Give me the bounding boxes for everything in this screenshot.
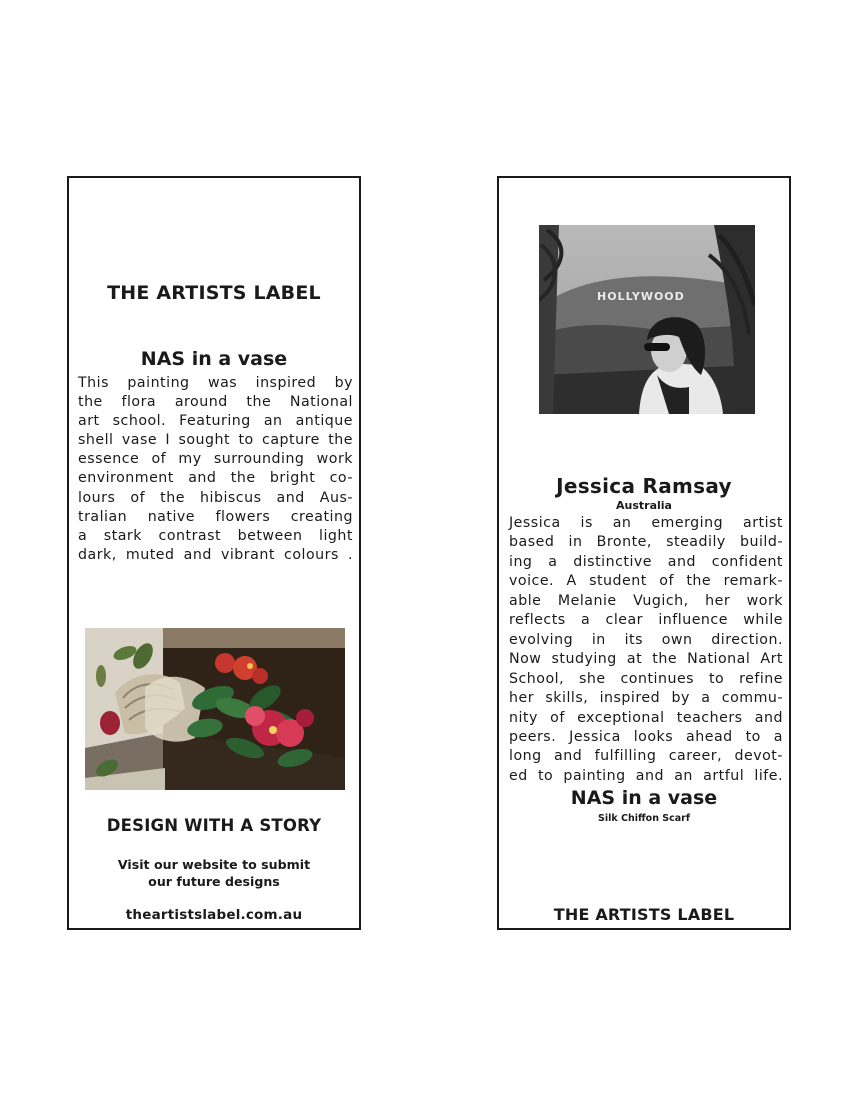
tagline: DESIGN WITH A STORY: [106, 816, 322, 835]
visit-line: our future designs: [148, 873, 280, 889]
bio-line: based in Bronte, steadily build-: [509, 534, 783, 551]
left-bookmark-card: [67, 176, 361, 930]
description-line: the flora around the National: [78, 394, 353, 411]
artist-photo: [539, 225, 755, 414]
bio-line: her skills, inspired by a commu-: [509, 690, 783, 707]
hollywood-sign: HOLLYWOOD: [597, 290, 685, 303]
visit-website-note: [69, 857, 359, 890]
bio-line: voice. A student of the remark-: [509, 573, 783, 590]
description-line: shell vase I sought to capture the: [78, 432, 353, 449]
bio-line: Now studying at the National Art: [509, 651, 783, 668]
artwork-painting-image: [85, 628, 345, 790]
description-line: tralian native flowers creating: [78, 508, 353, 525]
visit-line: Visit our website to submit: [117, 857, 311, 872]
brand-title: THE ARTISTS LABEL: [107, 282, 321, 304]
description-line: a stark contrast between light: [78, 527, 353, 544]
bio-line: Jessica is an emerging artist: [509, 515, 783, 531]
artwork-title: NAS in a vase: [570, 787, 718, 809]
bio-line: ing a distinctive and confident: [509, 553, 783, 570]
product-type: Silk Chiffon Scarf: [598, 813, 690, 824]
artist-name: Jessica Ramsay: [556, 474, 732, 498]
website-link[interactable]: theartistslabel.com.au: [125, 907, 303, 923]
description-line: essence of my surrounding work: [78, 451, 353, 468]
bio-line: peers. Jessica looks ahead to a: [509, 728, 783, 745]
description-line: environment and the bright co-: [78, 470, 353, 487]
bio-line: evolving in its own direction.: [509, 631, 783, 648]
description-line: This painting was inspired by: [78, 375, 353, 391]
bio-line: nity of exceptional teachers and: [509, 709, 783, 726]
description-line: art school. Featuring an antique: [78, 413, 353, 430]
description-line: dark, muted and vibrant colours .: [78, 546, 353, 563]
artist-country: Australia: [616, 499, 672, 512]
bio-line: School, she continues to refine: [509, 670, 783, 687]
artist-bio: [509, 514, 783, 786]
footer-brand: THE ARTISTS LABEL: [553, 905, 735, 924]
artwork-description: [78, 374, 353, 565]
artwork-title: NAS in a vase: [140, 348, 288, 370]
right-bookmark-card: [497, 176, 791, 930]
bio-line: able Melanie Vugich, her work: [509, 592, 783, 609]
bio-line: ed to painting and an artful life.: [509, 767, 783, 784]
description-line: lours of the hibiscus and Aus-: [78, 489, 353, 506]
bio-line: long and fulfilling career, devot-: [509, 748, 783, 765]
bio-line: reflects a clear influence while: [509, 612, 783, 629]
